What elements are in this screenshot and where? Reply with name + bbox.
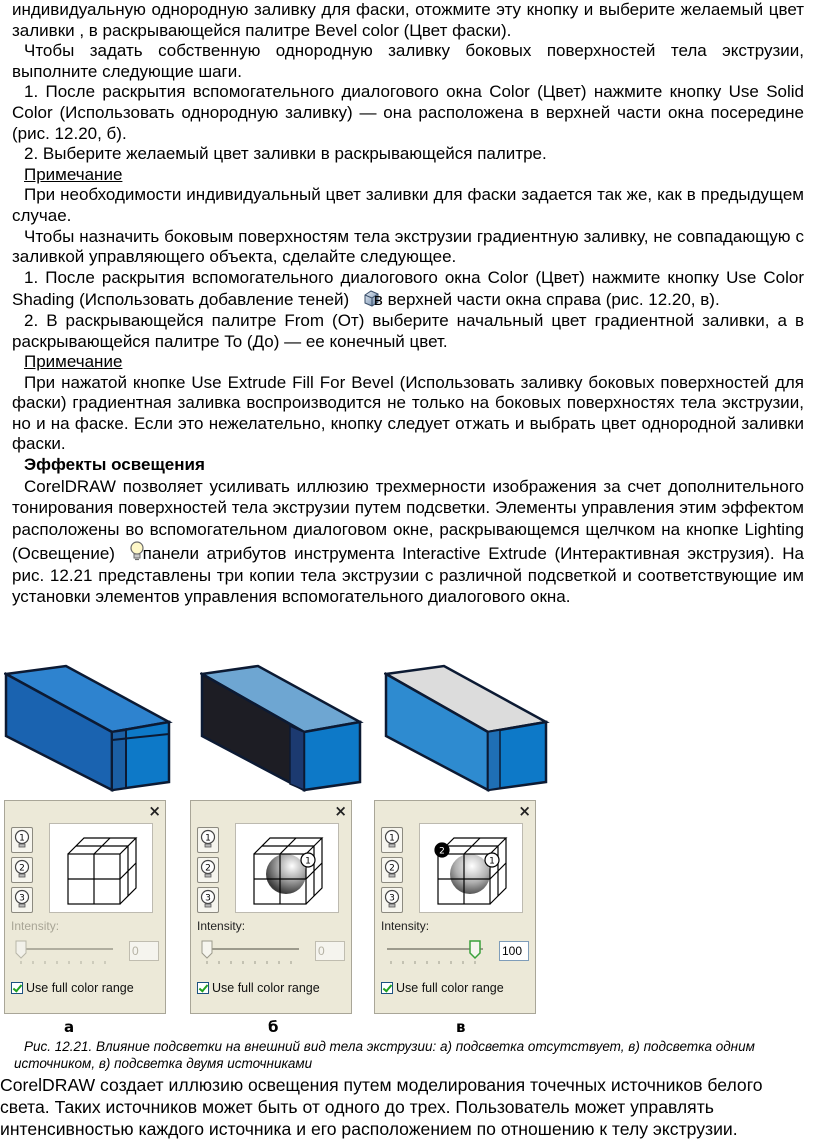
figure-sublabel: в — [456, 1018, 466, 1036]
intensity-input[interactable]: 100 — [499, 941, 529, 961]
checkbox[interactable] — [381, 982, 393, 994]
extrusion-two-lights — [384, 664, 552, 792]
paragraph: 2. В раскрывающейся палитре From (От) выберите начальный цвет градиентной заливки, а в раскрывающейся палитре To (До) — ее конечный цвет. — [12, 310, 804, 351]
light-number: 2 — [205, 863, 211, 874]
extrusion-examples — [0, 664, 816, 794]
intensity-input[interactable]: 0 — [129, 941, 159, 961]
paragraph — [12, 268, 804, 311]
full-color-range-option[interactable] — [197, 981, 320, 995]
intensity-label: Intensity: — [197, 919, 246, 933]
checkbox-label: Use full color range — [212, 981, 320, 995]
paragraph: 1. После раскрытия вспомогательного диалогового окна Color (Цвет) нажмите кнопку Use Solid Color (Использовать однородную заливку) — она расположена в верхней части окна посередине (рис. 12.20, б). — [12, 82, 804, 143]
color-shading-icon — [349, 288, 369, 308]
note-heading: Примечание — [24, 164, 123, 184]
figure-sublabel: б — [268, 1018, 279, 1036]
paragraph: индивидуальную однородную заливку для фаски, отожмите эту кнопку и выберите желаемый цвет заливки , в раскрывающейся палитре Bevel color (Цвет фаски). — [12, 0, 804, 40]
intensity-input[interactable]: 0 — [315, 941, 345, 961]
intensity-slider[interactable] — [13, 937, 123, 967]
extrusion-one-light — [200, 664, 366, 792]
intensity-slider[interactable] — [383, 937, 493, 967]
light-3-button[interactable] — [381, 887, 403, 913]
closing-paragraph: CorelDRAW создает иллюзию освещения путем моделирования точечных источников белого света. Таких источников может быть от одного до трех. Пользователь может управлять интенсивностью каждого источника и его расположением по отношению к телу экструзии. — [0, 1075, 763, 1139]
light-number: 3 — [205, 893, 211, 904]
section-heading: Эффекты освещения — [24, 455, 205, 475]
light-number: 3 — [389, 893, 395, 904]
lighting-dialog-a — [4, 800, 166, 1014]
close-icon[interactable]: × — [334, 802, 347, 820]
light-number: 2 — [439, 846, 445, 857]
light-1-button[interactable] — [11, 827, 33, 853]
figure-caption: Рис. 12.21. Влияние подсветки на внешний вид тела экструзии: а) подсветка отсутствует, в) подсветка одним источником, в) подсветка двумя источниками — [14, 1039, 755, 1071]
step-text: 1. После раскрытия вспомогательного диалогового окна Color (Цвет) нажмите кнопку Use Color Shading (Использовать добавление теней) — [12, 267, 804, 310]
lighting-text: CorelDRAW позволяет усиливать иллюзию трехмерности изображения за счет дополнительного тонирования поверхностей тела экструзии путем подсветки. Элементы управления этим эффектом расположены во вспомогательном диалоговом окне, раскрывающемся щелчком на кнопке Lighting (Освещение) — [12, 476, 804, 564]
paragraph — [12, 476, 804, 608]
note-text: При необходимости индивидуальный цвет заливки для фаски задается так же, как в предыдущем случае. — [12, 185, 804, 225]
lighting-preview[interactable] — [49, 823, 153, 913]
lighting-dialog-b — [190, 800, 352, 1014]
lighting-dialog-c — [374, 800, 536, 1014]
light-number: 1 — [305, 856, 311, 867]
light-number: 3 — [19, 893, 25, 904]
light-2-button[interactable] — [197, 857, 219, 883]
checkbox-label: Use full color range — [396, 981, 504, 995]
paragraph: Чтобы задать собственную однородную заливку боковых поверхностей тела экструзии, выполните следующие шаги. — [12, 41, 804, 81]
lighting-preview[interactable] — [419, 823, 523, 913]
light-number: 2 — [19, 863, 25, 874]
checkbox[interactable] — [11, 982, 23, 994]
intensity-slider[interactable] — [199, 937, 309, 967]
light-number: 1 — [389, 833, 395, 844]
checkbox[interactable] — [197, 982, 209, 994]
light-number: 1 — [19, 833, 25, 844]
document-body — [12, 0, 804, 608]
lightbulb-icon — [115, 540, 135, 560]
paragraph: Чтобы назначить боковым поверхностям тела экструзии градиентную заливку, не совпадающую с заливкой управляющего объекта, сделайте следующее. — [12, 226, 804, 267]
light-number: 1 — [205, 833, 211, 844]
light-number: 1 — [489, 856, 495, 867]
figure-sublabel: а — [64, 1018, 75, 1036]
intensity-label: Intensity: — [11, 919, 60, 933]
close-icon[interactable]: × — [148, 802, 161, 820]
full-color-range-option[interactable] — [381, 981, 504, 995]
light-3-button[interactable] — [197, 887, 219, 913]
lighting-preview[interactable] — [235, 823, 339, 913]
full-color-range-option[interactable] — [11, 981, 134, 995]
light-3-button[interactable] — [11, 887, 33, 913]
note-heading: Примечание — [24, 352, 123, 372]
intensity-label: Intensity: — [381, 919, 430, 933]
checkbox-label: Use full color range — [26, 981, 134, 995]
light-number: 2 — [389, 863, 395, 874]
light-2-button[interactable] — [11, 857, 33, 883]
close-icon[interactable]: × — [518, 802, 531, 820]
lighting-text: панели атрибутов инструмента Interactive Extrude (Интерактивная экструзия). На рис. 12.21 представлены три копии тела экструзии с различной подсветкой и соответствующие им установки элементов управления вспомогательного диалогового окна. — [12, 544, 804, 607]
light-1-button[interactable] — [381, 827, 403, 853]
light-2-button[interactable] — [381, 857, 403, 883]
step-text: в верхней части окна справа (рис. 12.20, в). — [369, 290, 720, 310]
extrusion-no-light — [4, 664, 176, 792]
note-text: При нажатой кнопке Use Extrude Fill For Bevel (Использовать заливку боковых поверхностей для фаски) градиентная заливка воспроизводится не только на боковых поверхностях тела экструзии, но и на фаске. Если это нежелательно, кнопку следует отжать и выбрать цвет однородной заливки фаски. — [12, 372, 804, 454]
paragraph: 2. Выберите желаемый цвет заливки в раскрывающейся палитре. — [24, 144, 547, 164]
light-1-button[interactable] — [197, 827, 219, 853]
